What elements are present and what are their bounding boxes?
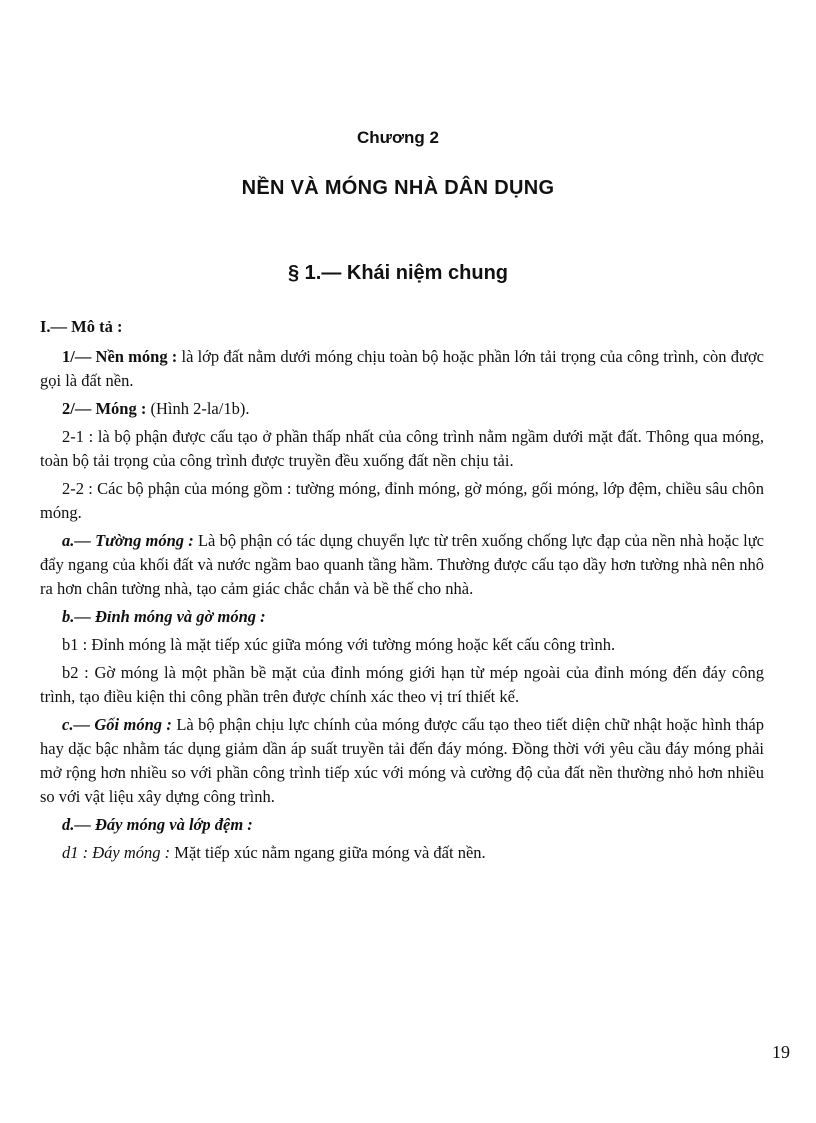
label-b2: b2 : xyxy=(62,663,89,682)
paragraph-text: là lớp đất nằm dưới móng chịu toàn bộ hoặc phần lớn tải trọng của công trình, còn được gọi là đất nền. xyxy=(40,347,764,390)
paragraph-goi-mong xyxy=(40,713,764,809)
term-nen-mong: 1/— Nền móng : xyxy=(62,347,178,366)
label-b1: b1 : xyxy=(62,635,88,654)
paragraph-2-1: 2-1 : là bộ phận được cấu tạo ở phần thấp nhất của công trình nằm ngầm dưới mặt đất. Thông qua móng, toàn bộ tải trọng của công trình được truyền đều xuống đất nền chịu tải. xyxy=(40,427,764,470)
term-goi-mong: c.— Gối móng : xyxy=(62,715,172,734)
term-mong: 2/— Móng : xyxy=(62,399,147,418)
term-tuong-mong: a.— Tường móng : xyxy=(62,531,194,550)
paragraph-d1 xyxy=(40,841,764,865)
paragraph-nen-mong xyxy=(40,345,764,393)
chapter-title: NỀN VÀ MÓNG NHÀ DÂN DỤNG xyxy=(241,177,555,199)
paragraph-b1 xyxy=(40,633,764,657)
paragraph-text: Là bộ phận chịu lực chính của móng được cấu tạo theo tiết diện chữ nhật hoặc hình tháp hay dặc bậc nhằm tác dụng giảm dần áp suất truyền tải đến đáy móng. Đồng thời với yêu cầu đáy móng phải mở rộng hơn nhiều so với phần công trình tiếp xúc với móng và cường độ của đất nền thường nhỏ hơn nhiều so với vật liệu xây dựng công trình. xyxy=(40,715,764,806)
term-day-mong: d1 : Đáy móng : xyxy=(62,843,171,862)
paragraph-text: Gờ móng là một phần bề mặt của đỉnh móng giới hạn từ mép ngoài của đỉnh móng đến đáy công trình, tạo điều kiện thi công phần trên được chính xác theo vị trí thiết kế. xyxy=(40,663,764,706)
paragraph-tuong-mong xyxy=(40,529,764,601)
section-title: § 1.— Khái niệm chung xyxy=(287,262,509,284)
paragraph-mong xyxy=(40,397,764,421)
paragraph-text: Mặt tiếp xúc nằm ngang giữa móng và đất nền. xyxy=(170,843,486,862)
heading-mo-ta: I.— Mô tả : xyxy=(40,317,123,336)
body-text xyxy=(40,315,764,865)
paragraph-text: Đỉnh móng là mặt tiếp xúc giữa móng với tường móng hoặc kết cấu công trình. xyxy=(87,635,616,654)
paragraph-2-2: 2-2 : Các bộ phận của móng gồm : tường móng, đỉnh móng, gờ móng, gối móng, lớp đệm, chiều sâu chôn móng. xyxy=(40,479,764,522)
paragraph-text: Là bộ phận có tác dụng chuyển lực từ trên xuống chống lực đạp của nền nhà hoặc lực đẩy ngang của khối đất và nước ngầm bao quanh tầng hầm. Thường được cấu tạo dầy hơn tường nhà nên nhô ra hơn chân tường nhà, tạo cảm giác chắc chắn và bề thế cho nhà. xyxy=(40,531,764,598)
subheading-dinh-mong: b.— Đỉnh móng và gờ móng : xyxy=(62,607,266,626)
chapter-label: Chương 2 xyxy=(356,128,439,147)
page-number: 19 xyxy=(772,1042,790,1062)
paragraph-b2 xyxy=(40,661,764,709)
paragraph-text: (Hình 2-la/1b). xyxy=(146,399,250,418)
subheading-day-mong: d.— Đáy móng và lớp đệm : xyxy=(62,815,253,834)
